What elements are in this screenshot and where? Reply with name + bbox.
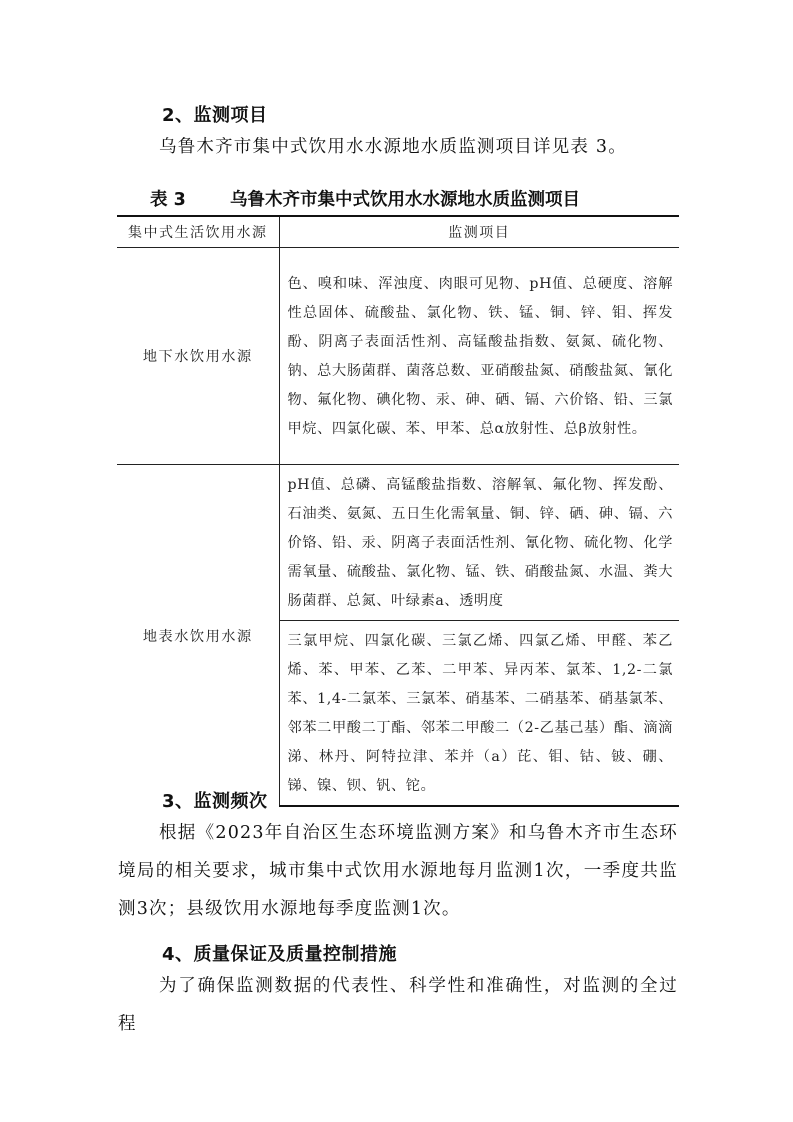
section-3-text: 根据《2023年自治区生态环境监测方案》和乌鲁木齐市生态环境局的相关要求，城市集中式饮用水源地每月监测1次，一季度共监测3次；县级饮用水源地每季度监测1次。 [118,823,678,919]
section-3-heading: 3、监测频次 [162,791,268,812]
header-source-type: 集中式生活饮用水源 [117,216,279,248]
surface-water-basic-items: pH值、总磷、高锰酸盐指数、溶解氧、氟化物、挥发酚、石油类、氨氮、五日生化需氧量、铜、锌、硒、砷、镉、六价铬、铅、汞、阴离子表面活性剂、氰化物、硫化物、化学需氧量、硫酸盐、氯化物、锰、铁、硝酸盐氮、水温、粪大肠菌群、总氮、叶绿素a、透明度 [279,465,679,621]
groundwater-source-label: 地下水饮用水源 [117,248,279,465]
table-row [117,465,679,621]
section-4-text: 为了确保监测数据的代表性、科学性和准确性，对监测的全过程 [118,976,678,1034]
groundwater-items: 色、嗅和味、浑浊度、肉眼可见物、pH值、总硬度、溶解性总固体、硫酸盐、氯化物、铁、锰、铜、锌、钼、挥发酚、阴离子表面活性剂、高锰酸盐指数、氨氮、硫化物、钠、总大肠菌群、菌落总数、亚硝酸盐氮、硝酸盐氮、氰化物、氟化物、碘化物、汞、砷、硒、镉、六价铬、铅、三氯甲烷、四氯化碳、苯、甲苯、总α放射性、总β放射性。 [279,248,679,465]
table-row [117,248,679,465]
surface-water-specific-items: 三氯甲烷、四氯化碳、三氯乙烯、四氯乙烯、甲醛、苯乙烯、苯、甲苯、乙苯、二甲苯、异丙苯、氯苯、1,2-二氯苯、1,4-二氯苯、三氯苯、硝基苯、二硝基苯、硝基氯苯、邻苯二甲酸二丁酯、邻苯二甲酸二（2-乙基己基）酯、滴滴涕、林丹、阿特拉津、苯并（a）芘、钼、钴、铍、硼、锑、镍、钡、钒、铊。 [279,621,679,807]
table-3-title: 乌鲁木齐市集中式饮用水水源地水质监测项目 [230,190,580,210]
section-2-heading: 2、监测项目 [162,105,268,126]
monitoring-items-table [117,215,679,807]
section-2-text: 乌鲁木齐市集中式饮用水水源地水质监测项目详见表 3。 [159,137,627,157]
table-3-number: 表 3 [150,190,186,210]
section-4-heading: 4、质量保证及质量控制措施 [162,944,398,965]
table-3-caption [150,187,580,213]
surface-water-source-label: 地表水饮用水源 [117,465,279,807]
table-header-row [117,216,679,248]
header-monitoring-items: 监测项目 [279,216,679,248]
